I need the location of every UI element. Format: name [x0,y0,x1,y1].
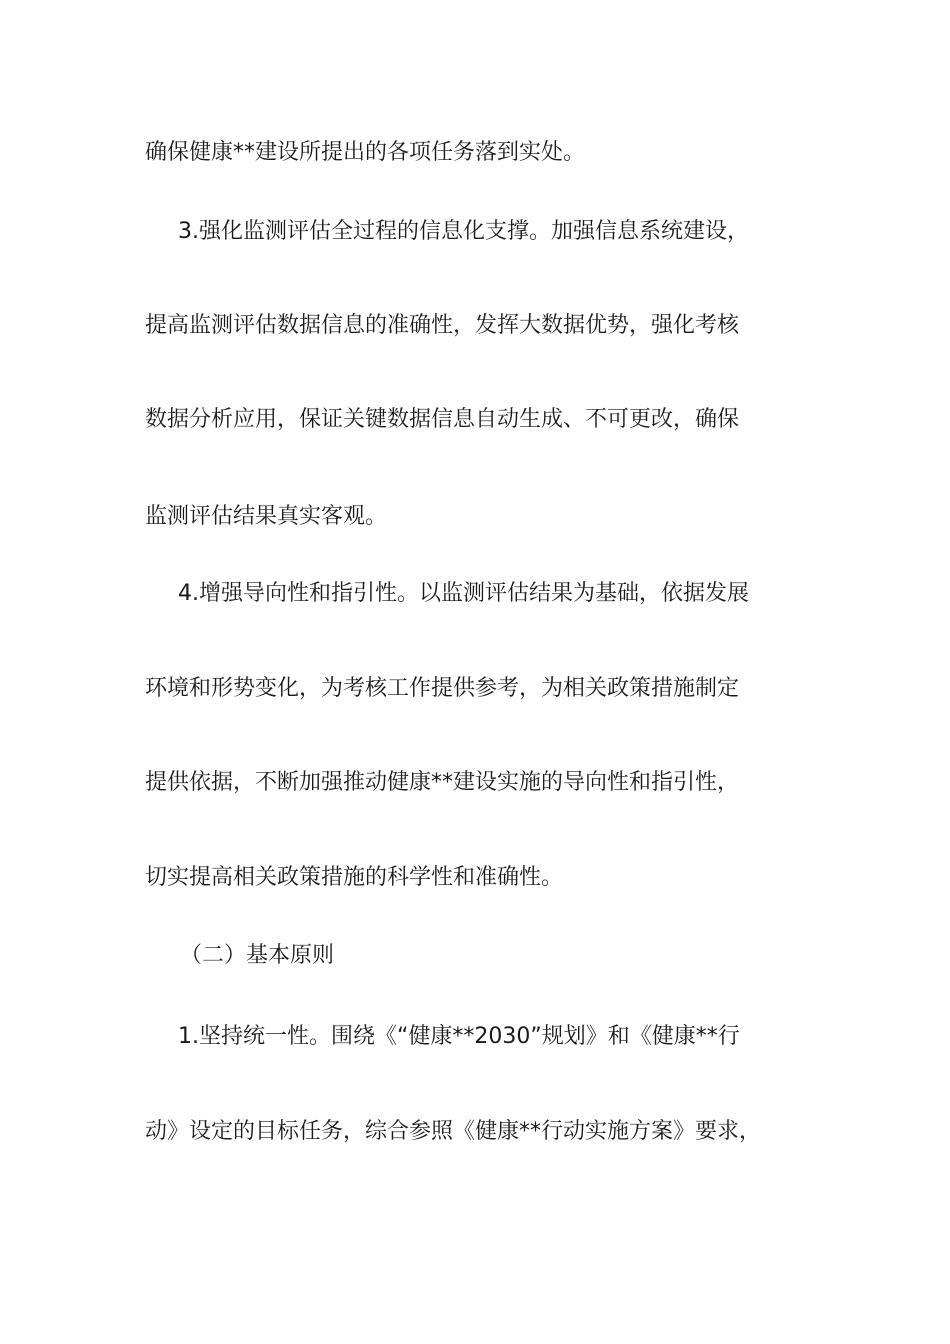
paragraph-line: 确保健康**建设所提出的各项任务落到实处。 [145,140,586,165]
paragraph-line: 监测评估结果真实客观。 [145,504,388,529]
paragraph-line: 数据分析应用，保证关键数据信息自动生成、不可更改，确保 [145,407,740,432]
paragraph-line: 1.坚持统一性。围绕《“健康**2030”规划》和《健康**行 [178,1024,740,1049]
paragraph-line: 3.强化监测评估全过程的信息化支撑。加强信息系统建设， [178,219,749,244]
paragraph-line: 动》设定的目标任务，综合参照《健康**行动实施方案》要求， [145,1119,762,1144]
paragraph-line: 切实提高相关政策措施的科学性和准确性。 [145,865,564,890]
paragraph-line: 环境和形势变化，为考核工作提供参考，为相关政策措施制定 [145,676,740,701]
paragraph-line: 4.增强导向性和指引性。以监测评估结果为基础，依据发展 [178,581,749,606]
paragraph-line: 提供依据，不断加强推动健康**建设实施的导向性和指引性， [145,770,740,795]
paragraph-line: 提高监测评估数据信息的准确性，发挥大数据优势，强化考核 [145,313,740,338]
section-heading: （二）基本原则 [180,943,335,968]
